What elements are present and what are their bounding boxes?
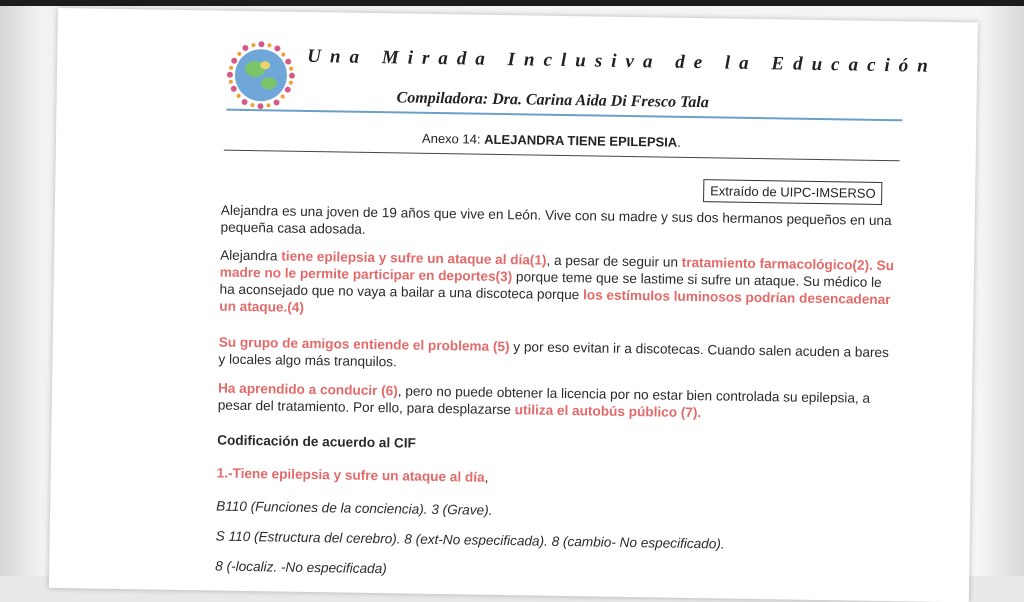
paragraph-4 <box>218 380 894 425</box>
cif-heading: Codificación de acuerdo al CIF <box>217 432 416 451</box>
p3-highlight-1: Su grupo de amigos entiende el problema (5) <box>218 334 510 355</box>
p4-text-1: , pero no puede obtener la licencia por no estar bien controlada su epilepsia, a pesar del tratamiento. Por ello, para desplazarse <box>217 383 871 418</box>
header-divider <box>226 109 902 122</box>
annex-title <box>422 131 681 150</box>
source-box: Extraído de UIPC-IMSERSO <box>703 179 883 205</box>
p4-highlight-2: utiliza el autobús público (7). <box>514 402 702 421</box>
paragraph-2 <box>219 247 896 326</box>
p3-text-1: y por eso evitan ir a discotecas. Cuando salen acuden a bares y locales algo más tranquilos. <box>218 339 889 370</box>
paragraph-3 <box>218 334 894 379</box>
annex-suffix: . <box>677 134 681 150</box>
p2-highlight-1: tiene epilepsia y sufre un ataque al día(1) <box>281 248 547 268</box>
p2-text-2: , a pesar de seguir un <box>546 252 682 270</box>
compiler-line: Compiladora: Dra. Carina Aida Di Fresco Tala <box>396 89 709 112</box>
paragraph-1: Alejandra es una joven de 19 años que vive en León. Vive con su madre y sus dos hermanos pequeños en una pequeña casa adosada. <box>220 202 892 237</box>
document-series-title: Una Mirada Inclusiva de la Educación <box>307 45 937 77</box>
cif-item-1-suffix: , <box>484 469 489 485</box>
cif-item-1-heading <box>217 466 489 485</box>
cif-code-line: 8 (-localiz. -No especificada) <box>215 558 387 577</box>
p4-highlight-1: Ha aprendido a conducir (6) <box>217 380 398 399</box>
p2-highlight-2: tratamiento farmacológico(2). Su madre no le permite participar en deportes(3) <box>219 254 895 285</box>
document-page <box>49 8 978 602</box>
scan-top-edge <box>0 0 1024 6</box>
cif-item-1-text: 1.-Tiene epilepsia y sufre un ataque al día <box>216 465 485 485</box>
cif-code-line: B110 (Funciones de la conciencia). 3 (Grave). <box>216 498 493 518</box>
annex-divider <box>224 150 900 162</box>
annex-name: ALEJANDRA TIENE EPILEPSIA <box>484 131 678 150</box>
cif-code-line: S 110 (Estructura del cerebro). 8 (ext-No especificada). 8 (cambio- No especificado). <box>215 528 725 552</box>
p2-highlight-3: los estímulos luminosos podrían desencadenar un ataque.(4) <box>219 287 891 315</box>
annex-prefix: Anexo 14: <box>421 130 481 147</box>
globe-children-logo-icon <box>224 39 297 112</box>
p2-text-3: porque teme que se lastime si sufre un ataque. Su médico le ha aconsejado que no vaya a bailar a una discoteca porque <box>219 269 882 303</box>
p2-text-1: Alejandra <box>220 247 282 264</box>
